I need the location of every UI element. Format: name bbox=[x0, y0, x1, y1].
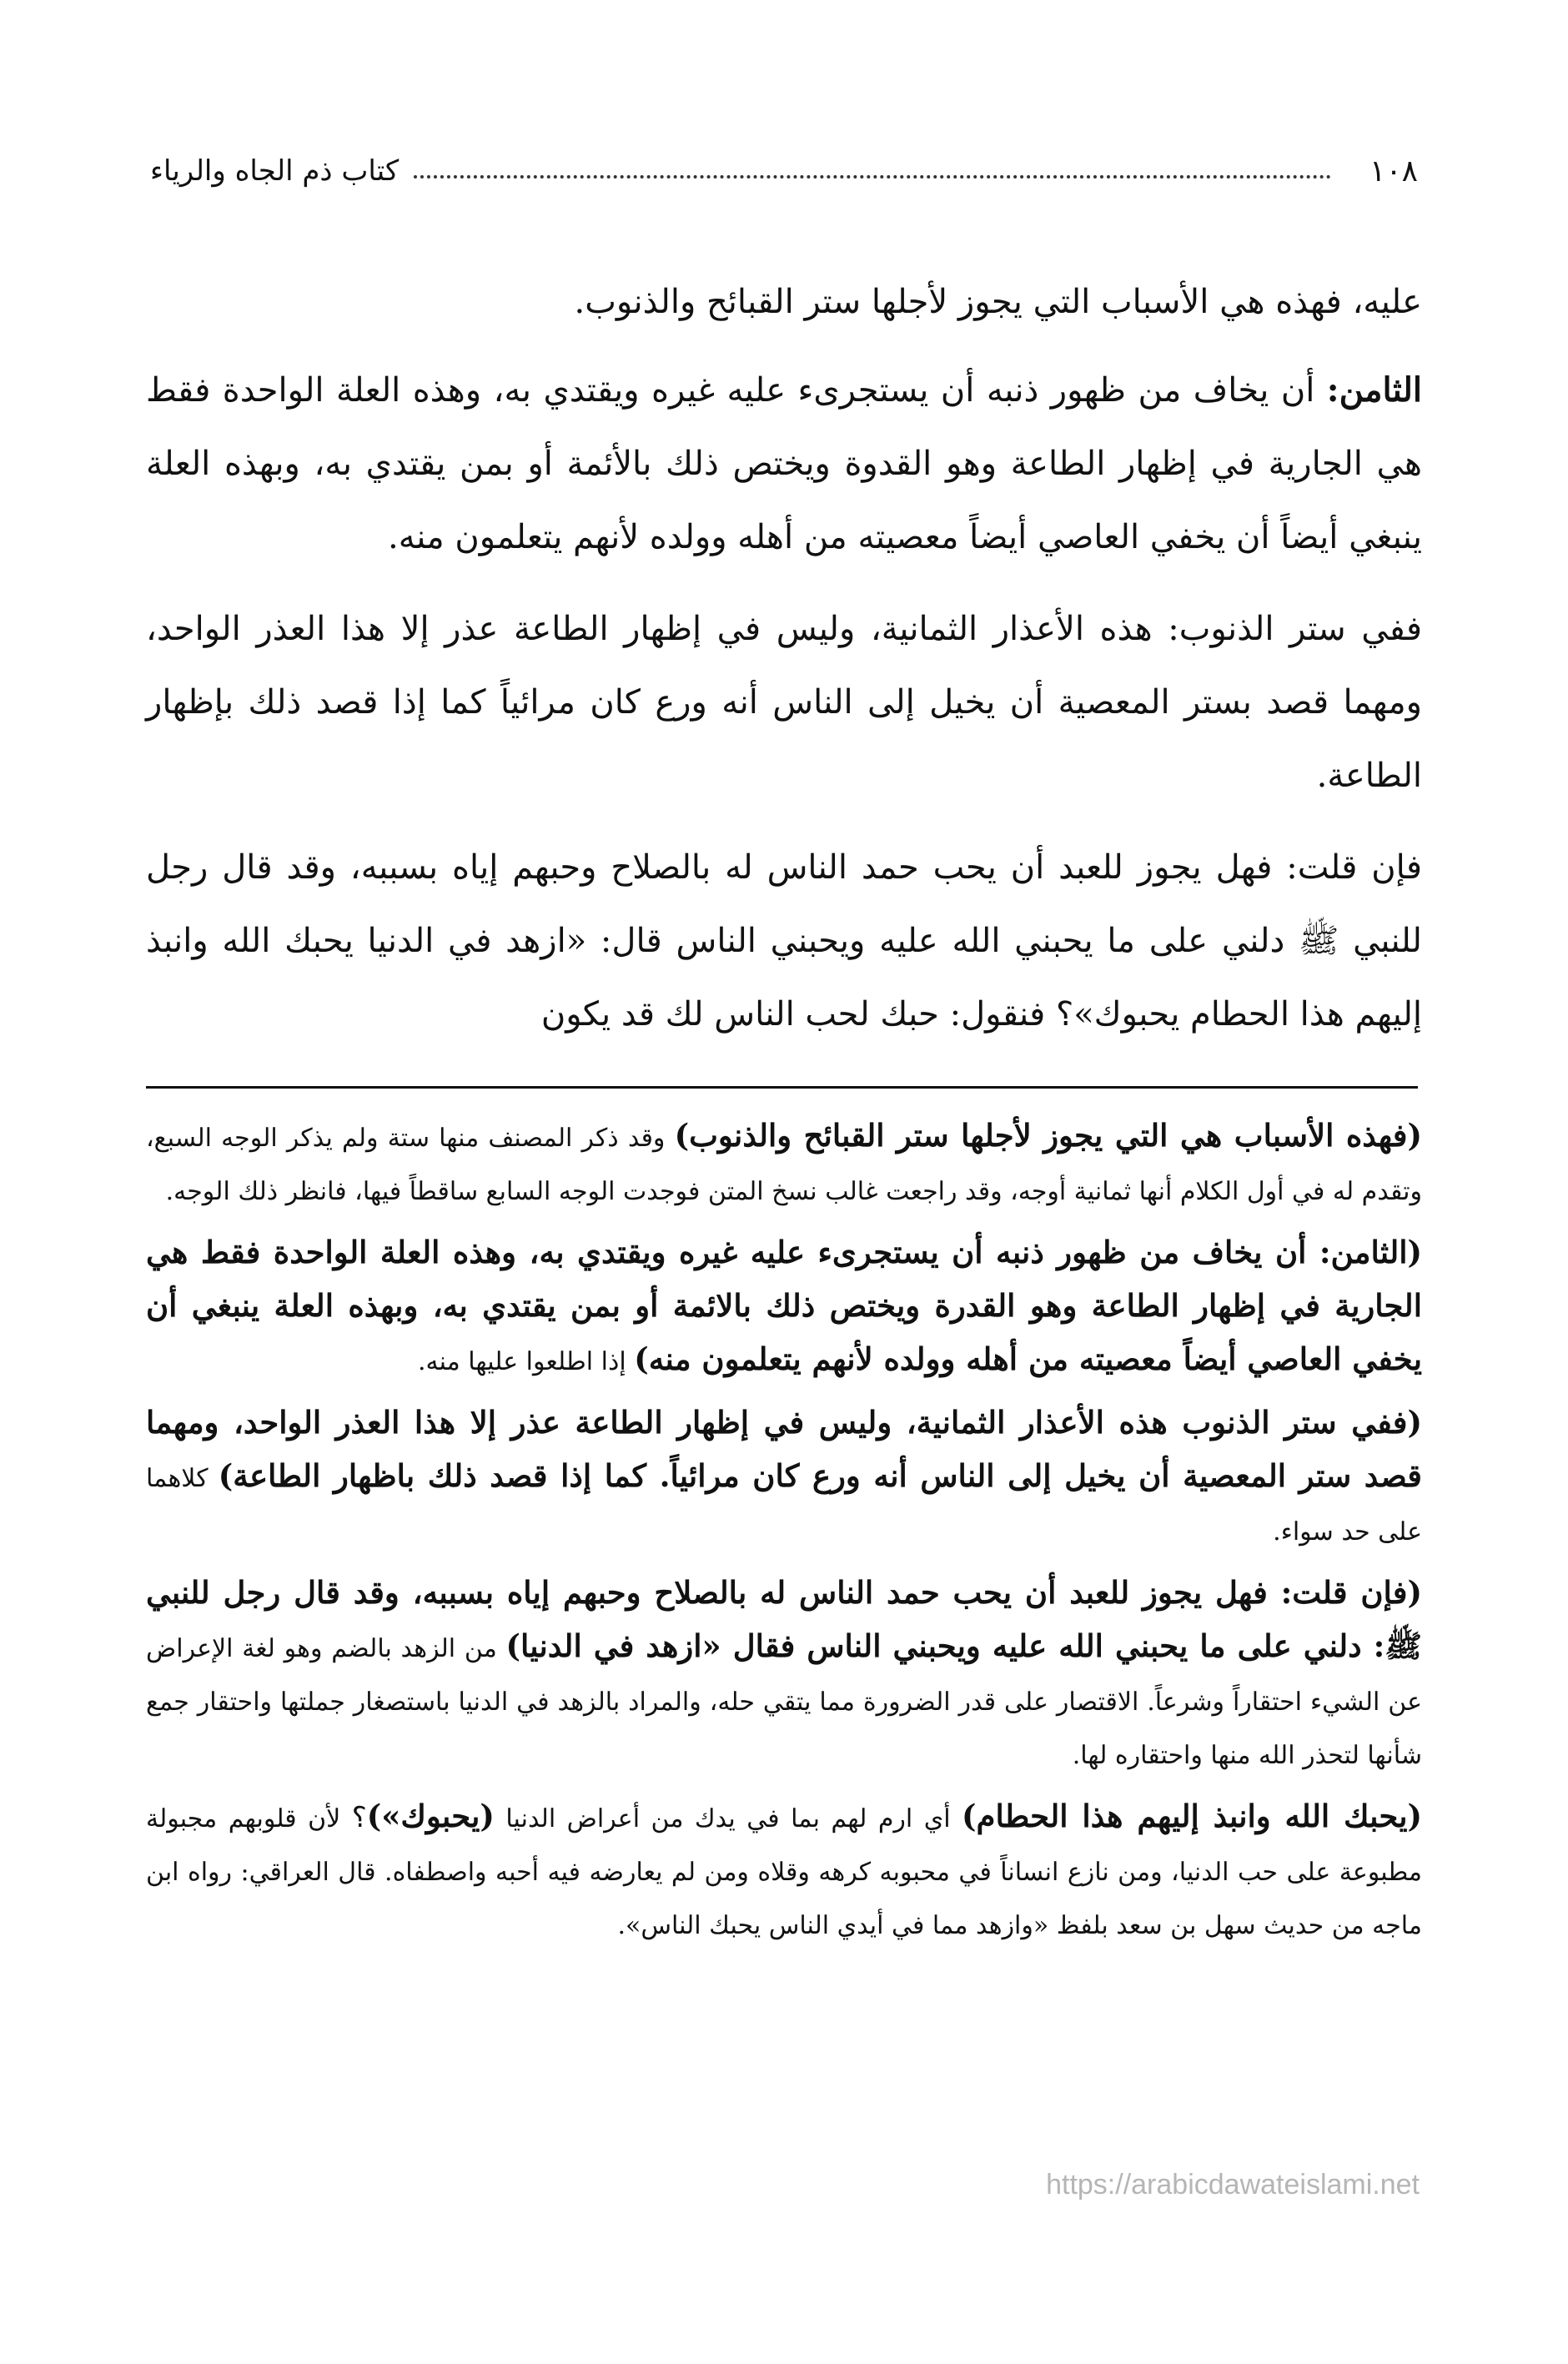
paragraph-2-text: أن يخاف من ظهور ذنبه أن يستجرىء عليه غيره ويقتدي به، وهذه العلة الواحدة فقط هي الجارية في إظهار الطاعة وهو القدوة ويختص ذلك بالأئمة أو بمن يقتدي به، وبهذه العلة ينبغي أيضاً أن يخفي العاصي أيضاً معصيته من أهله وولده لأنهم يتعلمون منه. bbox=[146, 371, 1422, 556]
commentary-3-text: كلاهما على حد سواء. bbox=[146, 1464, 1422, 1547]
commentary-5 bbox=[146, 1790, 1422, 1952]
commentary-1-text: وقد ذكر المصنف منها ستة ولم يذكر الوجه السبع، وتقدم له في أول الكلام أنها ثمانية أوجه، وقد راجعت غالب نسخ المتن فوجدت الوجه السابع ساقطاً فيها، فانظر ذلك الوجه. bbox=[146, 1124, 1422, 1206]
commentary-4-text: من الزهد بالضم وهو لغة الإعراض عن الشيء احتقاراً وشرعاً. الاقتصار على قدر الضرورة مما يتقي حله، والمراد بالزهد في الدنيا باستصغار جملتها واحتقار جمع شأنها لتحذر الله منها واحتقاره لها. bbox=[146, 1634, 1422, 1770]
page-header bbox=[150, 142, 1418, 200]
header-dotted-leader bbox=[414, 175, 1331, 179]
main-text bbox=[146, 265, 1422, 1069]
commentary-5-quote: (يحبك الله وانبذ إليهم هذا الحطام) bbox=[962, 1798, 1423, 1834]
paragraph-1: عليه، فهذه هي الأسباب التي يجوز لأجلها ستر القبائح والذنوب. bbox=[574, 283, 1422, 321]
commentary-2 bbox=[146, 1226, 1422, 1388]
commentary-5-question-mark: ؟ bbox=[351, 1801, 367, 1834]
commentary-4-quote: (فإن قلت: فهل يجوز للعبد أن يحب حمد الناس له بالصلاح وحبهم إياه بسببه، وقد قال رجل للنبي ﷺ: دلني على ما يحبني الله عليه ويحبني الناس فقال «ازهد في الدنيا) bbox=[146, 1574, 1422, 1664]
footnote-separator bbox=[146, 1086, 1418, 1089]
commentary-2-quote: (الثامن: أن يخاف من ظهور ذنبه أن يستجرىء عليه غيره ويقتدي به، وهذه العلة الواحدة فقط هي الجارية في إظهار الطاعة وهو القدرة ويختص ذلك بالائمة أو بمن يقتدي به، وبهذه العلة ينبغي أن يخفي العاصي أيضاً معصيته من أهله وولده لأنهم يتعلمون منه) bbox=[146, 1234, 1422, 1377]
commentary-4 bbox=[146, 1567, 1422, 1782]
paragraph-3: ففي ستر الذنوب: هذه الأعذار الثمانية، وليس في إظهار الطاعة عذر إلا هذا العذر الواحد، ومهما قصد بستر المعصية أن يخيل إلى الناس أنه ورع كان مرائياً كما إذا قصد ذلك بإظهار الطاعة. bbox=[146, 610, 1422, 795]
paragraph-4: فإن قلت: فهل يجوز للعبد أن يحب حمد الناس له بالصلاح وحبهم إياه بسببه، وقد قال رجل للنبي ﷺ دلني على ما يحبني الله عليه ويحبني الناس قال: «ازهد في الدنيا يحبك الله وانبذ إليهم هذا الحطام يحبوك»؟ فنقول: حبك لحب الناس لك قد يكون bbox=[146, 848, 1422, 1034]
running-title: كتاب ذم الجاه والرياء bbox=[150, 154, 400, 188]
commentary-1 bbox=[146, 1109, 1422, 1218]
commentary-5-text: لأن قلوبهم مجبولة مطبوعة على حب الدنيا، ومن نازع انساناً في محبوبه كرهه وقلاه ومن لم يعارضه فيه أحبه واصطفاه. قال العراقي: رواه ابن ماجه من حديث سهل بن سعد بلفظ «وازهد مما في أيدي الناس يحبك الناس». bbox=[146, 1804, 1422, 1940]
paragraph-2 bbox=[146, 354, 1422, 574]
commentary bbox=[146, 1109, 1422, 1960]
commentary-2-text: إذا اطلعوا عليها منه. bbox=[417, 1347, 635, 1376]
commentary-3 bbox=[146, 1396, 1422, 1558]
commentary-3-quote: (ففي ستر الذنوب هذه الأعذار الثمانية، وليس في إظهار الطاعة عذر إلا هذا العذر الواحد، ومهما قصد ستر المعصية أن يخيل إلى الناس أنه ورع كان مرائياً. كما إذا قصد ذلك باظهار الطاعة) bbox=[146, 1404, 1422, 1494]
commentary-5-mid: أي ارم لهم بما في يدك من أعراض الدنيا bbox=[494, 1804, 962, 1833]
watermark-url: https://arabicdawateislami.net bbox=[1046, 2169, 1420, 2201]
page-number: ١٠٨ bbox=[1369, 153, 1418, 189]
commentary-5-quote-2: (يحبوك») bbox=[366, 1798, 495, 1834]
commentary-1-quote: (فهذه الأسباب هي التي يجوز لأجلها ستر القبائح والذنوب) bbox=[674, 1117, 1422, 1154]
paragraph-2-lead: الثامن: bbox=[1326, 370, 1422, 410]
